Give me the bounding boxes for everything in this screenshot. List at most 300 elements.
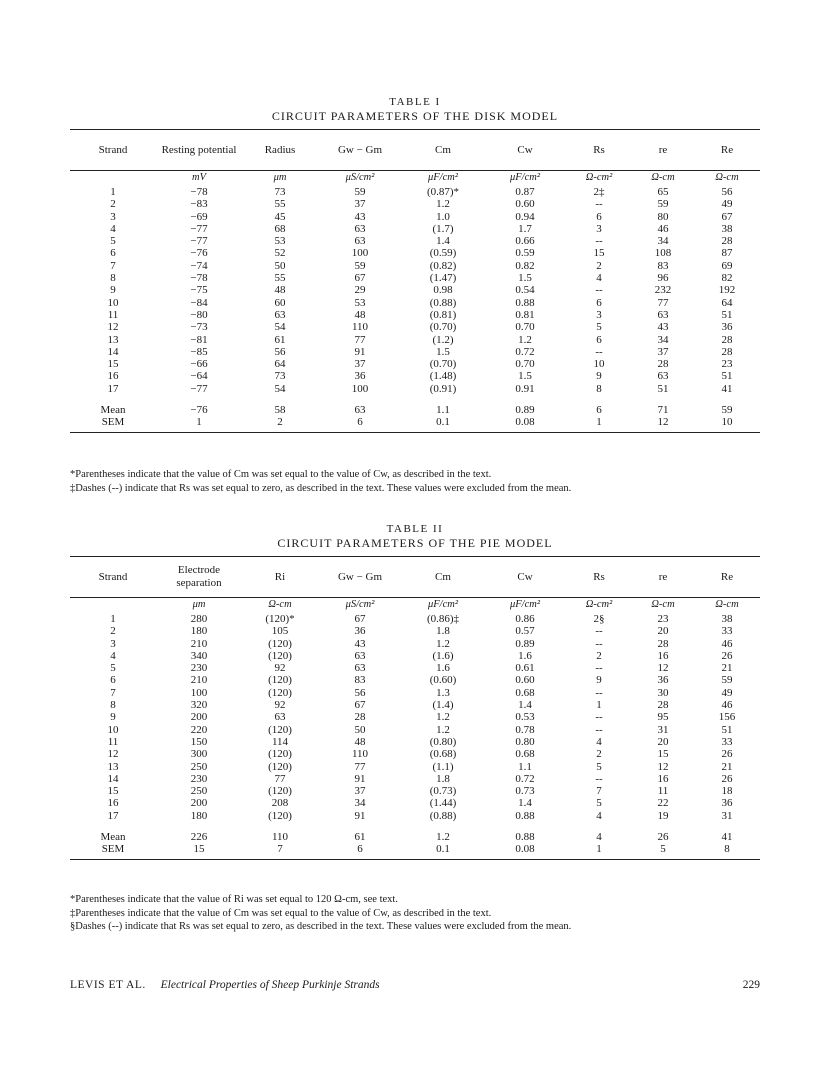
- table-cell: 10: [721, 416, 733, 429]
- table-cell: 22: [657, 797, 669, 810]
- table-cell: 91: [354, 809, 366, 822]
- table-cell: 2: [110, 625, 116, 638]
- header-radius: Radius: [264, 143, 296, 156]
- table-cell: 0.73: [515, 785, 535, 798]
- table-cell: −76: [190, 247, 208, 260]
- table-row: [70, 211, 760, 223]
- table-row: [70, 810, 760, 822]
- table-cell: 37: [657, 345, 669, 358]
- table-cell: 43: [657, 321, 669, 334]
- table-cell: 1: [596, 416, 602, 429]
- table-cell: 0.86: [515, 613, 535, 625]
- header-re-upper: Re: [720, 143, 734, 156]
- table-row: [70, 724, 760, 736]
- table-row: [70, 223, 760, 235]
- table-cell: 250: [190, 785, 208, 798]
- table-cell: 1.2: [436, 711, 450, 724]
- table-row: [70, 186, 760, 198]
- table-cell: 7: [110, 259, 116, 272]
- table-cell: 4: [110, 222, 116, 235]
- summary-row: [70, 416, 760, 428]
- table-cell: 210: [190, 674, 208, 687]
- table-cell: (0.81): [429, 308, 457, 321]
- table-1-label: TABLE I: [389, 96, 441, 108]
- table-cell: 4: [596, 831, 602, 844]
- table-cell: 54: [274, 321, 286, 334]
- table-cell: 2: [596, 649, 602, 662]
- table-cell: 16: [107, 370, 119, 383]
- table-cell: 6: [110, 674, 116, 687]
- table-cell: 232: [654, 284, 672, 297]
- table-cell: (120): [268, 649, 292, 662]
- table-cell: 0.88: [515, 831, 535, 844]
- table-1: [70, 95, 760, 433]
- table-cell: 50: [354, 723, 366, 736]
- table-cell: (120): [268, 723, 292, 736]
- table-cell: 110: [271, 831, 289, 844]
- table-cell: 16: [107, 797, 119, 810]
- table-row: [70, 272, 760, 284]
- table-cell: 28: [721, 235, 733, 248]
- table-row: [70, 773, 760, 785]
- table-cell: −73: [190, 321, 208, 334]
- table-cell: 26: [657, 831, 669, 844]
- table-cell: 19: [657, 809, 669, 822]
- table-cell: 110: [351, 321, 369, 334]
- table-cell: 6: [596, 333, 602, 346]
- table-cell: −78: [190, 186, 208, 198]
- table-cell: 49: [721, 198, 733, 211]
- table-cell: 0.1: [436, 843, 450, 856]
- table-cell: 6: [357, 843, 363, 856]
- table-cell: 28: [354, 711, 366, 724]
- table-cell: 59: [657, 198, 669, 211]
- table-cell: 41: [721, 831, 733, 844]
- table-cell: --: [595, 625, 603, 638]
- table-cell: 83: [657, 259, 669, 272]
- table-cell: 250: [190, 760, 208, 773]
- table-cell: 48: [354, 735, 366, 748]
- table-cell: (1.1): [432, 760, 454, 773]
- table-cell: 1.8: [436, 772, 450, 785]
- table-cell: 4: [596, 809, 602, 822]
- table-cell: 0.60: [515, 198, 535, 211]
- table-cell: −85: [190, 345, 208, 358]
- table-cell: 43: [354, 210, 366, 223]
- table-cell: 11: [657, 785, 669, 798]
- table-row: [70, 297, 760, 309]
- table-cell: --: [595, 198, 603, 211]
- table-cell: 12: [657, 662, 669, 675]
- table-cell: 56: [274, 345, 286, 358]
- table-cell: 67: [354, 699, 366, 712]
- table-cell: 0.72: [515, 772, 535, 785]
- table-cell: 0.66: [515, 235, 535, 248]
- table-cell: --: [595, 772, 603, 785]
- table-cell: 77: [657, 296, 669, 309]
- table-cell: 95: [657, 711, 669, 724]
- table-cell: −77: [190, 382, 208, 395]
- table-2-title: CIRCUIT PARAMETERS OF THE PIE MODEL: [277, 536, 553, 550]
- table-cell: 51: [657, 382, 669, 395]
- table-cell: 2: [596, 259, 602, 272]
- table-cell: --: [595, 284, 603, 297]
- table-cell: 41: [721, 382, 733, 395]
- header-re-lower: re: [658, 143, 668, 156]
- table-cell: 4: [596, 735, 602, 748]
- header-electrode-separation: Electrode separation: [176, 564, 222, 589]
- table-1-footnotes: [70, 468, 770, 495]
- table-cell: 48: [354, 308, 366, 321]
- table-cell: 0.54: [515, 284, 535, 297]
- table-cell: 58: [274, 404, 286, 417]
- table-cell: 2: [277, 416, 283, 429]
- table-row: [70, 699, 760, 711]
- table-cell: 1.5: [436, 345, 450, 358]
- header-cw: Cw: [517, 143, 533, 156]
- table-cell: SEM: [101, 843, 125, 856]
- table-cell: −74: [190, 259, 208, 272]
- table-cell: 100: [351, 382, 369, 395]
- table-cell: 1.5: [518, 370, 532, 383]
- footnote: ‡Parentheses indicate that the value of Cm was set equal to the value of Cw, as described in the text.: [70, 907, 492, 919]
- table-cell: 30: [657, 686, 669, 699]
- table-cell: 67: [354, 272, 366, 285]
- table-cell: 21: [721, 760, 733, 773]
- table-row: [70, 797, 760, 809]
- table-cell: 340: [190, 649, 208, 662]
- table-cell: 0.78: [515, 723, 535, 736]
- table-cell: 210: [190, 637, 208, 650]
- table-cell: 59: [721, 404, 733, 417]
- table-cell: 92: [274, 662, 286, 675]
- table-cell: (120)*: [265, 613, 295, 625]
- table-cell: 230: [190, 772, 208, 785]
- table-cell: −66: [190, 358, 208, 371]
- table-cell: 59: [721, 674, 733, 687]
- table-cell: 110: [351, 748, 369, 761]
- table-cell: 5: [110, 662, 116, 675]
- table-row: [70, 736, 760, 748]
- table-cell: 1.1: [436, 404, 450, 417]
- table-cell: 1.2: [436, 831, 450, 844]
- table-cell: 9: [596, 674, 602, 687]
- table-row: [70, 748, 760, 760]
- table-cell: 71: [657, 404, 669, 417]
- table-cell: 3: [596, 308, 602, 321]
- header-re-upper: Re: [720, 570, 734, 583]
- table-cell: 28: [721, 333, 733, 346]
- table-cell: −77: [190, 222, 208, 235]
- table-cell: 14: [107, 345, 119, 358]
- table-cell: (1.2): [432, 333, 454, 346]
- table-cell: 0.94: [515, 210, 535, 223]
- table-cell: 28: [657, 358, 669, 371]
- table-cell: 67: [721, 210, 733, 223]
- table-cell: 1: [196, 416, 202, 429]
- table-cell: 56: [721, 186, 733, 198]
- table-cell: −64: [190, 370, 208, 383]
- table-cell: 1.7: [518, 222, 532, 235]
- table-cell: 1.0: [436, 210, 450, 223]
- table-row: [70, 309, 760, 321]
- table-cell: 37: [354, 785, 366, 798]
- header-cm: Cm: [435, 143, 451, 156]
- table-cell: 26: [721, 748, 733, 761]
- table-cell: 43: [354, 637, 366, 650]
- table-cell: 114: [271, 735, 289, 748]
- table-cell: Mean: [100, 404, 126, 417]
- table-row: [70, 383, 760, 395]
- table-cell: (1.48): [429, 370, 457, 383]
- table-cell: 96: [657, 272, 669, 285]
- table-row: [70, 613, 760, 625]
- table-cell: 51: [721, 308, 733, 321]
- table-cell: 12: [107, 748, 119, 761]
- header-cm: Cm: [435, 570, 451, 583]
- table-cell: (1.44): [429, 797, 457, 810]
- table-cell: 15: [657, 748, 669, 761]
- table-cell: 15: [593, 247, 605, 260]
- table-cell: 69: [721, 259, 733, 272]
- table-cell: 1.6: [518, 649, 532, 662]
- header-rs: Rs: [593, 570, 605, 583]
- table-cell: 63: [274, 308, 286, 321]
- table-cell: 54: [274, 382, 286, 395]
- table-cell: 36: [354, 370, 366, 383]
- table-cell: 73: [274, 186, 286, 198]
- table-cell: 5: [596, 797, 602, 810]
- table-cell: 0.82: [515, 259, 535, 272]
- table-cell: 12: [107, 321, 119, 334]
- table-cell: 192: [718, 284, 736, 297]
- table-cell: 0.68: [515, 686, 535, 699]
- table-row: [70, 235, 760, 247]
- table-cell: 14: [107, 772, 119, 785]
- footnote: §Dashes (--) indicate that Rs was set equal to zero, as described in the text. These values were excluded from the mean.: [70, 921, 572, 932]
- table-cell: 1.4: [518, 699, 532, 712]
- table-cell: 6: [596, 296, 602, 309]
- table-cell: 63: [274, 711, 286, 724]
- table-cell: 1.4: [436, 235, 450, 248]
- table-cell: 31: [721, 809, 733, 822]
- table-cell: 1: [110, 613, 116, 625]
- table-cell: 3: [110, 210, 116, 223]
- table-cell: 80: [657, 210, 669, 223]
- table-cell: −69: [190, 210, 208, 223]
- table-cell: 0.59: [515, 247, 535, 260]
- table-cell: 45: [274, 210, 286, 223]
- footnote: *Parentheses indicate that the value of Ri was set equal to 120 Ω-cm, see text.: [70, 894, 398, 905]
- table-cell: 77: [354, 333, 366, 346]
- table-cell: 60: [274, 296, 286, 309]
- table-cell: (120): [268, 760, 292, 773]
- table-cell: 21: [721, 662, 733, 675]
- table-cell: 0.89: [515, 637, 535, 650]
- table-cell: 12: [657, 760, 669, 773]
- table-cell: 13: [107, 760, 119, 773]
- table-cell: 51: [721, 723, 733, 736]
- table-cell: --: [595, 723, 603, 736]
- table-cell: −76: [190, 404, 208, 417]
- table-cell: 3: [110, 637, 116, 650]
- table-cell: 11: [107, 735, 119, 748]
- table-cell: (0.82): [429, 259, 457, 272]
- table-cell: 1.2: [518, 333, 532, 346]
- table-cell: 64: [274, 358, 286, 371]
- table-cell: 0.53: [515, 711, 535, 724]
- table-cell: 23: [657, 613, 669, 625]
- table-row: [70, 346, 760, 358]
- table-cell: 82: [721, 272, 733, 285]
- table-cell: 0.68: [515, 748, 535, 761]
- table-cell: (0.80): [429, 735, 457, 748]
- table-cell: 63: [354, 222, 366, 235]
- table-cell: 37: [354, 358, 366, 371]
- page-footer: [70, 979, 760, 991]
- table-cell: 0.70: [515, 358, 535, 371]
- header-rs: Rs: [593, 143, 605, 156]
- table-cell: 1: [596, 843, 602, 856]
- table-cell: 0.72: [515, 345, 535, 358]
- table-cell: 6: [596, 404, 602, 417]
- table-cell: 53: [274, 235, 286, 248]
- table-cell: (120): [268, 686, 292, 699]
- table-cell: 226: [190, 831, 208, 844]
- table-cell: 180: [190, 625, 208, 638]
- table-cell: 63: [354, 662, 366, 675]
- table-cell: 0.80: [515, 735, 535, 748]
- table-cell: 38: [721, 222, 733, 235]
- table-cell: 28: [657, 699, 669, 712]
- table-cell: 61: [354, 831, 366, 844]
- table-cell: 10: [593, 358, 605, 371]
- table-2-label: TABLE II: [386, 523, 444, 535]
- table-cell: (120): [268, 674, 292, 687]
- table-cell: 7: [596, 785, 602, 798]
- header-ri: Ri: [274, 570, 286, 583]
- table-cell: 3: [596, 222, 602, 235]
- table-cell: 1.1: [518, 760, 532, 773]
- table-cell: 6: [357, 416, 363, 429]
- table-cell: 8: [724, 843, 730, 856]
- table-cell: 2: [110, 198, 116, 211]
- table-cell: 77: [274, 772, 286, 785]
- table-cell: (0.70): [429, 321, 457, 334]
- table-cell: 1.3: [436, 686, 450, 699]
- table-cell: −78: [190, 272, 208, 285]
- table-cell: 208: [271, 797, 289, 810]
- table-cell: 33: [721, 735, 733, 748]
- table-cell: 320: [190, 699, 208, 712]
- running-title: Electrical Properties of Sheep Purkinje Strands: [160, 979, 380, 991]
- table-cell: 0.91: [515, 382, 535, 395]
- header-strand: Strand: [98, 570, 128, 583]
- table-cell: 50: [274, 259, 286, 272]
- table-cell: −80: [190, 308, 208, 321]
- table-cell: (0.91): [429, 382, 457, 395]
- table-cell: (1.7): [432, 222, 454, 235]
- table-cell: 34: [657, 333, 669, 346]
- table-cell: (120): [268, 637, 292, 650]
- table-cell: 52: [274, 247, 286, 260]
- table-cell: 1.2: [436, 723, 450, 736]
- table-cell: 1.6: [436, 662, 450, 675]
- table-cell: --: [595, 686, 603, 699]
- units-row: μm Ω-cm μS/cm² μF/cm² μF/cm² Ω-cm² Ω-cm Ω-cm: [192, 599, 739, 611]
- table-cell: 9: [110, 284, 116, 297]
- table-cell: −77: [190, 235, 208, 248]
- table-row: [70, 650, 760, 662]
- header-resting-potential: Resting potential: [161, 143, 237, 156]
- table-cell: 1.2: [436, 637, 450, 650]
- table-cell: --: [595, 345, 603, 358]
- table-cell: 59: [354, 259, 366, 272]
- table-cell: 5: [110, 235, 116, 248]
- table-cell: 59: [354, 186, 366, 198]
- header-strand: Strand: [98, 143, 128, 156]
- table-cell: 91: [354, 345, 366, 358]
- table-cell: 64: [721, 296, 733, 309]
- table-cell: --: [595, 637, 603, 650]
- table-row: [70, 687, 760, 699]
- table-cell: 280: [190, 613, 208, 625]
- table-2-footnotes: [70, 893, 770, 934]
- table-cell: 8: [596, 382, 602, 395]
- table-cell: 87: [721, 247, 733, 260]
- table-cell: 2: [596, 748, 602, 761]
- table-row: [70, 247, 760, 259]
- table-cell: --: [595, 711, 603, 724]
- table-cell: 31: [657, 723, 669, 736]
- table-cell: 67: [354, 613, 366, 625]
- table-cell: 63: [354, 649, 366, 662]
- table-cell: 17: [107, 382, 119, 395]
- table-cell: 26: [721, 649, 733, 662]
- table-cell: 28: [721, 345, 733, 358]
- table-cell: 4: [110, 649, 116, 662]
- table-cell: 0.98: [433, 284, 453, 297]
- table-cell: 7: [277, 843, 283, 856]
- table-cell: 1.4: [518, 797, 532, 810]
- table-cell: 108: [654, 247, 672, 260]
- table-cell: 34: [354, 797, 366, 810]
- table-cell: 0.61: [515, 662, 535, 675]
- table-cell: 73: [274, 370, 286, 383]
- table-cell: 4: [596, 272, 602, 285]
- table-cell: 0.81: [515, 308, 535, 321]
- table-2: [70, 522, 760, 860]
- table-cell: 46: [721, 699, 733, 712]
- table-cell: (0.70): [429, 358, 457, 371]
- table-row: [70, 321, 760, 333]
- table-cell: --: [595, 662, 603, 675]
- header-cw: Cw: [517, 570, 533, 583]
- table-cell: (0.86)‡: [426, 613, 460, 625]
- table-cell: 5: [596, 321, 602, 334]
- table-cell: 1: [596, 699, 602, 712]
- table-cell: 2§: [593, 613, 605, 625]
- table-cell: 6: [596, 210, 602, 223]
- table-cell: 0.87: [515, 186, 535, 198]
- table-cell: 0.70: [515, 321, 535, 334]
- table-cell: 65: [657, 186, 669, 198]
- table-cell: (120): [268, 785, 292, 798]
- table-cell: 220: [190, 723, 208, 736]
- table-cell: 55: [274, 198, 286, 211]
- table-cell: (1.4): [432, 699, 454, 712]
- table-cell: 0.1: [436, 416, 450, 429]
